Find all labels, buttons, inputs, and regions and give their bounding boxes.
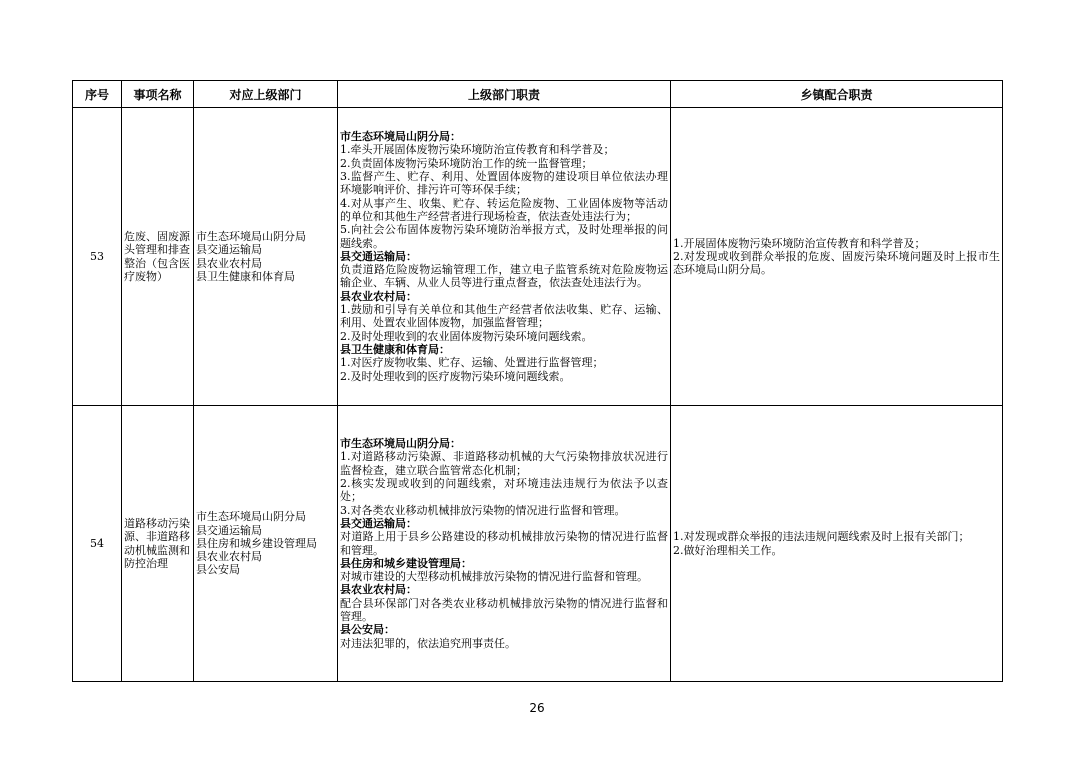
duty-item: 3.对各类农业移动机械排放污染物的情况进行监督和管理。 bbox=[340, 503, 626, 517]
duty-item: 对城市建设的大型移动机械排放污染物的情况进行监督和管理。 bbox=[340, 570, 648, 584]
department: 市生态环境局山阴分局 bbox=[196, 229, 306, 243]
table-header-row bbox=[73, 81, 1003, 108]
header-township-cooperation: 乡镇配合职责 bbox=[671, 81, 1003, 108]
table-row bbox=[73, 406, 1003, 682]
row-number: 53 bbox=[73, 108, 122, 406]
row-number: 54 bbox=[73, 406, 122, 682]
department: 县农业农村局 bbox=[196, 256, 262, 270]
item-name: 危废、固废源头管理和排查整治（包含医疗废物） bbox=[122, 108, 194, 406]
duty-item: 2.核实发现或收到的问题线索，对环境违法违规行为依法予以查处； bbox=[340, 477, 668, 504]
duty-department-heading: 县交通运输局： bbox=[340, 249, 417, 263]
department: 县住房和城乡建设管理局 bbox=[196, 536, 317, 550]
duty-item: 1.对医疗废物收集、贮存、运输、处置进行监督管理； bbox=[340, 356, 604, 370]
department: 县交通运输局 bbox=[196, 243, 262, 257]
duty-item: 1.对道路移动污染源、非道路移动机械的大气污染物排放状况进行监督检查，建立联合监管常态化机制； bbox=[340, 450, 668, 477]
header-serial-number: 序号 bbox=[73, 81, 122, 108]
duty-item: 1.牵头开展固体废物污染环境防治宣传教育和科学普及； bbox=[340, 143, 615, 157]
department: 县公安局 bbox=[196, 563, 240, 577]
duty-item: 4.对从事产生、收集、贮存、转运危险废物、工业固体废物等活动的单位和其他生产经营者进行现场检查，依法查处违法行为； bbox=[340, 196, 668, 223]
header-superior-duties: 上级部门职责 bbox=[338, 81, 671, 108]
duty-item: 3.监督产生、贮存、利用、处置固体废物的建设项目单位依法办理环境影响评价、排污许可等环保手续； bbox=[340, 170, 668, 197]
department: 县农业农村局 bbox=[196, 550, 262, 564]
item-name: 道路移动污染源、非道路移动机械监测和防控治理 bbox=[122, 406, 194, 682]
duty-department-heading: 市生态环境局山阴分局： bbox=[340, 130, 461, 144]
duty-item: 对违法犯罪的，依法追究刑事责任。 bbox=[340, 636, 516, 650]
department-list bbox=[194, 108, 338, 406]
page-number: 26 bbox=[529, 701, 545, 715]
township-cooperation bbox=[671, 108, 1003, 406]
cooperation-item: 1.对发现或群众举报的违法违规问题线索及时上报有关部门； bbox=[673, 530, 970, 544]
duty-department-heading: 县交通运输局： bbox=[340, 516, 417, 530]
duty-item: 2.及时处理收到的农业固体废物污染环境问题线索。 bbox=[340, 329, 593, 343]
duty-department-heading: 县农业农村局： bbox=[340, 289, 417, 303]
department: 县交通运输局 bbox=[196, 523, 262, 537]
header-item-name: 事项名称 bbox=[122, 81, 194, 108]
department: 市生态环境局山阴分局 bbox=[196, 510, 306, 524]
table-row bbox=[73, 108, 1003, 406]
duty-department-heading: 县卫生健康和体育局： bbox=[340, 342, 450, 356]
duty-item: 配合县环保部门对各类农业移动机械排放污染物的情况进行监督和管理。 bbox=[340, 596, 668, 623]
duty-item: 5.向社会公布固体废物污染环境防治举报方式，及时处理举报的问题线索。 bbox=[340, 223, 668, 250]
duty-department-heading: 市生态环境局山阴分局： bbox=[340, 437, 461, 451]
header-superior-department: 对应上级部门 bbox=[194, 81, 338, 108]
duty-department-heading: 县公安局： bbox=[340, 623, 395, 637]
township-cooperation bbox=[671, 406, 1003, 682]
responsibility-table bbox=[72, 80, 1003, 682]
duty-department-heading: 县农业农村局： bbox=[340, 583, 417, 597]
duty-item: 负责道路危险废物运输管理工作，建立电子监管系统对危险废物运输企业、车辆、从业人员等进行重点督查，依法查处违法行为。 bbox=[340, 263, 668, 290]
cooperation-item: 1.开展固体废物污染环境防治宣传教育和科学普及； bbox=[673, 236, 926, 250]
duty-item: 1.鼓励和引导有关单位和其他生产经营者依法收集、贮存、运输、利用、处置农业固体废物，加强监督管理； bbox=[340, 303, 668, 330]
superior-duties bbox=[338, 108, 671, 406]
cooperation-item: 2.做好治理相关工作。 bbox=[673, 543, 783, 557]
department: 县卫生健康和体育局 bbox=[196, 269, 295, 283]
duty-item: 2.负责固体废物污染环境防治工作的统一监督管理； bbox=[340, 156, 593, 170]
duty-item: 2.及时处理收到的医疗废物污染环境问题线索。 bbox=[340, 369, 571, 383]
department-list bbox=[194, 406, 338, 682]
duty-item: 对道路上用于县乡公路建设的移动机械排放污染物的情况进行监督和管理。 bbox=[340, 530, 668, 557]
cooperation-item: 2.对发现或收到群众举报的危废、固废污染环境问题及时上报市生态环境局山阴分局。 bbox=[673, 249, 1000, 277]
duty-department-heading: 县住房和城乡建设管理局： bbox=[340, 556, 472, 570]
superior-duties bbox=[338, 406, 671, 682]
